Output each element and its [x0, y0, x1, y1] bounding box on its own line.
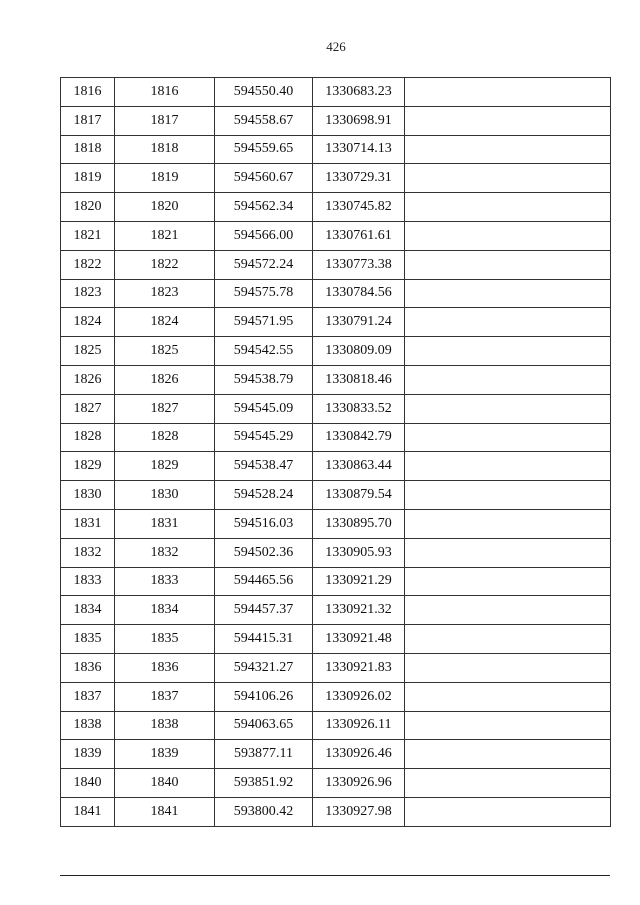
table-cell: 593877.11	[215, 740, 313, 769]
table-cell	[405, 308, 611, 337]
table-row	[61, 538, 611, 567]
table-cell: 594457.37	[215, 596, 313, 625]
table-cell	[405, 106, 611, 135]
table-cell: 594063.65	[215, 711, 313, 740]
table-cell: 1827	[115, 394, 215, 423]
table-row	[61, 193, 611, 222]
table-row	[61, 221, 611, 250]
table-cell: 594572.24	[215, 250, 313, 279]
table-cell: 594538.79	[215, 365, 313, 394]
table-cell: 1818	[115, 135, 215, 164]
page-number: 426	[326, 39, 346, 54]
table-row	[61, 308, 611, 337]
table-cell: 1823	[115, 279, 215, 308]
table-cell: 1330773.38	[313, 250, 405, 279]
table-cell: 1838	[61, 711, 115, 740]
table-row	[61, 250, 611, 279]
table-row	[61, 279, 611, 308]
table-cell: 1836	[61, 653, 115, 682]
table-cell: 1816	[115, 78, 215, 107]
table-cell: 594465.56	[215, 567, 313, 596]
table-cell: 1330926.11	[313, 711, 405, 740]
table-cell: 594566.00	[215, 221, 313, 250]
table-cell: 1822	[115, 250, 215, 279]
table-cell: 1826	[61, 365, 115, 394]
table-cell: 1330714.13	[313, 135, 405, 164]
table-row	[61, 78, 611, 107]
table-cell	[405, 625, 611, 654]
table-cell	[405, 394, 611, 423]
table-cell: 1834	[61, 596, 115, 625]
table-cell	[405, 596, 611, 625]
table-cell: 1330921.83	[313, 653, 405, 682]
table-cell: 1330761.61	[313, 221, 405, 250]
table-cell	[405, 279, 611, 308]
table-cell	[405, 164, 611, 193]
table-cell: 594558.67	[215, 106, 313, 135]
table-cell	[405, 653, 611, 682]
table-cell: 1837	[115, 682, 215, 711]
table-cell: 594545.29	[215, 423, 313, 452]
table-cell: 1330921.29	[313, 567, 405, 596]
table-cell: 1826	[115, 365, 215, 394]
table-cell: 1330809.09	[313, 337, 405, 366]
table-cell: 1817	[115, 106, 215, 135]
table-cell	[405, 221, 611, 250]
table-cell: 1821	[115, 221, 215, 250]
table-cell: 1820	[115, 193, 215, 222]
table-row	[61, 452, 611, 481]
table-cell: 1330729.31	[313, 164, 405, 193]
table-cell: 1330926.46	[313, 740, 405, 769]
table-cell	[405, 250, 611, 279]
table-row	[61, 423, 611, 452]
table-cell: 594542.55	[215, 337, 313, 366]
table-cell: 594560.67	[215, 164, 313, 193]
table-cell: 1330927.98	[313, 797, 405, 826]
table-cell: 1841	[115, 797, 215, 826]
table-cell: 1330926.96	[313, 769, 405, 798]
table-cell: 1824	[115, 308, 215, 337]
table-cell: 1831	[61, 509, 115, 538]
table-cell: 1838	[115, 711, 215, 740]
table-cell: 594502.36	[215, 538, 313, 567]
table-cell: 593800.42	[215, 797, 313, 826]
table-cell	[405, 740, 611, 769]
table-row	[61, 135, 611, 164]
table-cell: 1816	[61, 78, 115, 107]
table-cell	[405, 481, 611, 510]
table-cell	[405, 78, 611, 107]
table-row	[61, 394, 611, 423]
table-row	[61, 625, 611, 654]
table-cell	[405, 682, 611, 711]
table-row	[61, 567, 611, 596]
table-body	[61, 78, 611, 827]
table-cell: 1831	[115, 509, 215, 538]
table-cell: 1839	[115, 740, 215, 769]
table-row	[61, 365, 611, 394]
table-row	[61, 769, 611, 798]
table-cell	[405, 769, 611, 798]
table-cell: 1840	[115, 769, 215, 798]
table-row	[61, 682, 611, 711]
table-cell	[405, 337, 611, 366]
table-cell: 1827	[61, 394, 115, 423]
table-cell: 1330842.79	[313, 423, 405, 452]
table-row	[61, 509, 611, 538]
table-cell	[405, 567, 611, 596]
table-cell: 594528.24	[215, 481, 313, 510]
table-cell: 1836	[115, 653, 215, 682]
table-cell: 1330921.48	[313, 625, 405, 654]
table-row	[61, 797, 611, 826]
table-cell: 594571.95	[215, 308, 313, 337]
table-cell: 1840	[61, 769, 115, 798]
table-cell: 1330818.46	[313, 365, 405, 394]
table-cell	[405, 365, 611, 394]
table-row	[61, 711, 611, 740]
table-cell	[405, 423, 611, 452]
table-cell: 594516.03	[215, 509, 313, 538]
table-cell: 1330895.70	[313, 509, 405, 538]
footer-divider	[60, 875, 610, 876]
table-row	[61, 164, 611, 193]
table-cell	[405, 193, 611, 222]
table-cell: 1821	[61, 221, 115, 250]
table-cell: 1820	[61, 193, 115, 222]
table-cell: 1330921.32	[313, 596, 405, 625]
table-cell: 594575.78	[215, 279, 313, 308]
table-cell: 1818	[61, 135, 115, 164]
table-cell: 1833	[61, 567, 115, 596]
table-cell: 1841	[61, 797, 115, 826]
table-cell: 1830	[61, 481, 115, 510]
table-cell: 1330745.82	[313, 193, 405, 222]
table-cell: 593851.92	[215, 769, 313, 798]
table-cell: 1829	[115, 452, 215, 481]
table-cell: 1330905.93	[313, 538, 405, 567]
table-cell: 1828	[61, 423, 115, 452]
table-cell: 1830	[115, 481, 215, 510]
table-row	[61, 596, 611, 625]
table-cell: 1824	[61, 308, 115, 337]
table-cell	[405, 135, 611, 164]
table-cell: 594415.31	[215, 625, 313, 654]
table-cell: 594550.40	[215, 78, 313, 107]
table-cell: 1330879.54	[313, 481, 405, 510]
table-row	[61, 481, 611, 510]
table-cell: 594559.65	[215, 135, 313, 164]
table-cell: 594538.47	[215, 452, 313, 481]
table-cell: 1834	[115, 596, 215, 625]
table-cell: 1833	[115, 567, 215, 596]
table-cell: 1825	[61, 337, 115, 366]
table-cell: 1822	[61, 250, 115, 279]
table-cell: 1829	[61, 452, 115, 481]
table-cell: 594106.26	[215, 682, 313, 711]
table-cell: 1330926.02	[313, 682, 405, 711]
table-cell: 1828	[115, 423, 215, 452]
table-cell: 1330791.24	[313, 308, 405, 337]
table-cell: 1835	[115, 625, 215, 654]
table-cell	[405, 538, 611, 567]
table-row	[61, 740, 611, 769]
table-cell	[405, 711, 611, 740]
table-cell: 1330698.91	[313, 106, 405, 135]
table-row	[61, 106, 611, 135]
table-cell: 1823	[61, 279, 115, 308]
table-cell: 1330784.56	[313, 279, 405, 308]
table-cell: 1330683.23	[313, 78, 405, 107]
table-cell: 1839	[61, 740, 115, 769]
table-cell: 1817	[61, 106, 115, 135]
table-cell: 594562.34	[215, 193, 313, 222]
table-cell: 1825	[115, 337, 215, 366]
table-cell	[405, 509, 611, 538]
coordinates-table	[60, 77, 611, 827]
table-cell: 594545.09	[215, 394, 313, 423]
table-row	[61, 337, 611, 366]
table-cell: 1832	[115, 538, 215, 567]
table-cell	[405, 452, 611, 481]
table-cell: 1835	[61, 625, 115, 654]
table-cell: 1330833.52	[313, 394, 405, 423]
table-cell: 594321.27	[215, 653, 313, 682]
table-cell: 1819	[61, 164, 115, 193]
table-cell: 1330863.44	[313, 452, 405, 481]
table-cell: 1837	[61, 682, 115, 711]
table-cell: 1832	[61, 538, 115, 567]
table-cell	[405, 797, 611, 826]
table-row	[61, 653, 611, 682]
table-cell: 1819	[115, 164, 215, 193]
